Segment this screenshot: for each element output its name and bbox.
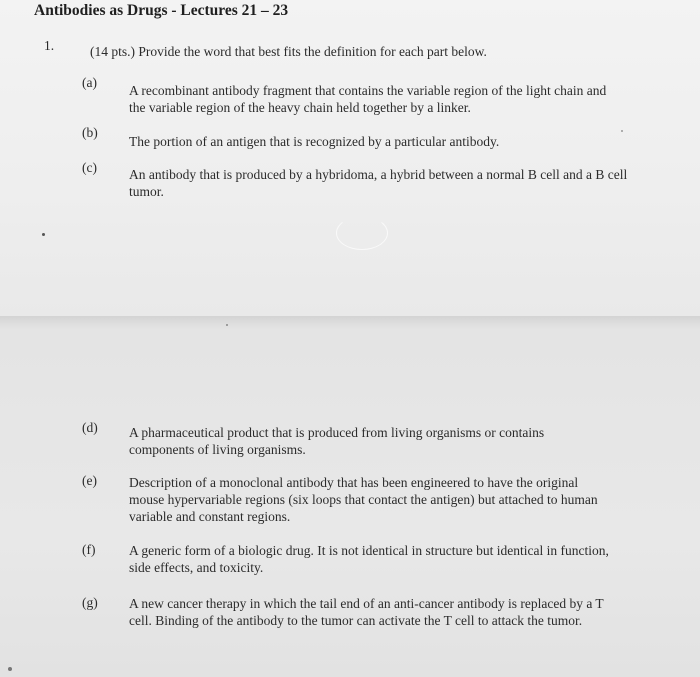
page-title: Antibodies as Drugs - Lectures 21 – 23 bbox=[34, 2, 289, 19]
light-glare-mark bbox=[336, 216, 388, 250]
part-d-text: A pharmaceutical product that is produced from living organisms or contains components of living organisms. bbox=[129, 425, 545, 457]
question-prompt: (14 pts.) Provide the word that best fits the definition for each part below. bbox=[90, 44, 487, 59]
part-d-label: (d) bbox=[82, 420, 98, 435]
part-g-text: A new cancer therapy in which the tail end of an anti-cancer antibody is replaced by a T cell. Binding of the antibody to the tumor can activate the T cell to attack the tumor. bbox=[129, 596, 604, 628]
part-e-label: (e) bbox=[82, 473, 97, 488]
part-b-text: The portion of an antigen that is recognized by a particular antibody. bbox=[129, 134, 500, 149]
part-a-text: A recombinant antibody fragment that contains the variable region of the light chain and the variable region of the heavy chain held together by a linker. bbox=[129, 83, 607, 115]
stray-dot-mark bbox=[621, 130, 623, 132]
stray-dot-mark bbox=[42, 233, 45, 236]
part-a-label: (a) bbox=[82, 75, 97, 90]
part-c-label: (c) bbox=[82, 160, 97, 175]
question-number: 1. bbox=[44, 38, 55, 53]
part-e-text: Description of a monoclonal antibody that has been engineered to have the original mouse hypervariable regions (six loops that contact the antigen) but attached to human variable and constant regions. bbox=[129, 475, 598, 524]
page-fold bbox=[0, 316, 700, 330]
part-g-label: (g) bbox=[82, 595, 98, 610]
part-f-text: A generic form of a biologic drug. It is not identical in structure but identical in function, side effects, and toxicity. bbox=[129, 543, 609, 575]
part-c-text: An antibody that is produced by a hybridoma, a hybrid between a normal B cell and a B cell tumor. bbox=[129, 167, 628, 199]
stray-dot-mark bbox=[8, 667, 12, 671]
part-b-label: (b) bbox=[82, 125, 98, 140]
part-f-label: (f) bbox=[82, 542, 96, 557]
stray-dot-mark bbox=[226, 324, 228, 326]
